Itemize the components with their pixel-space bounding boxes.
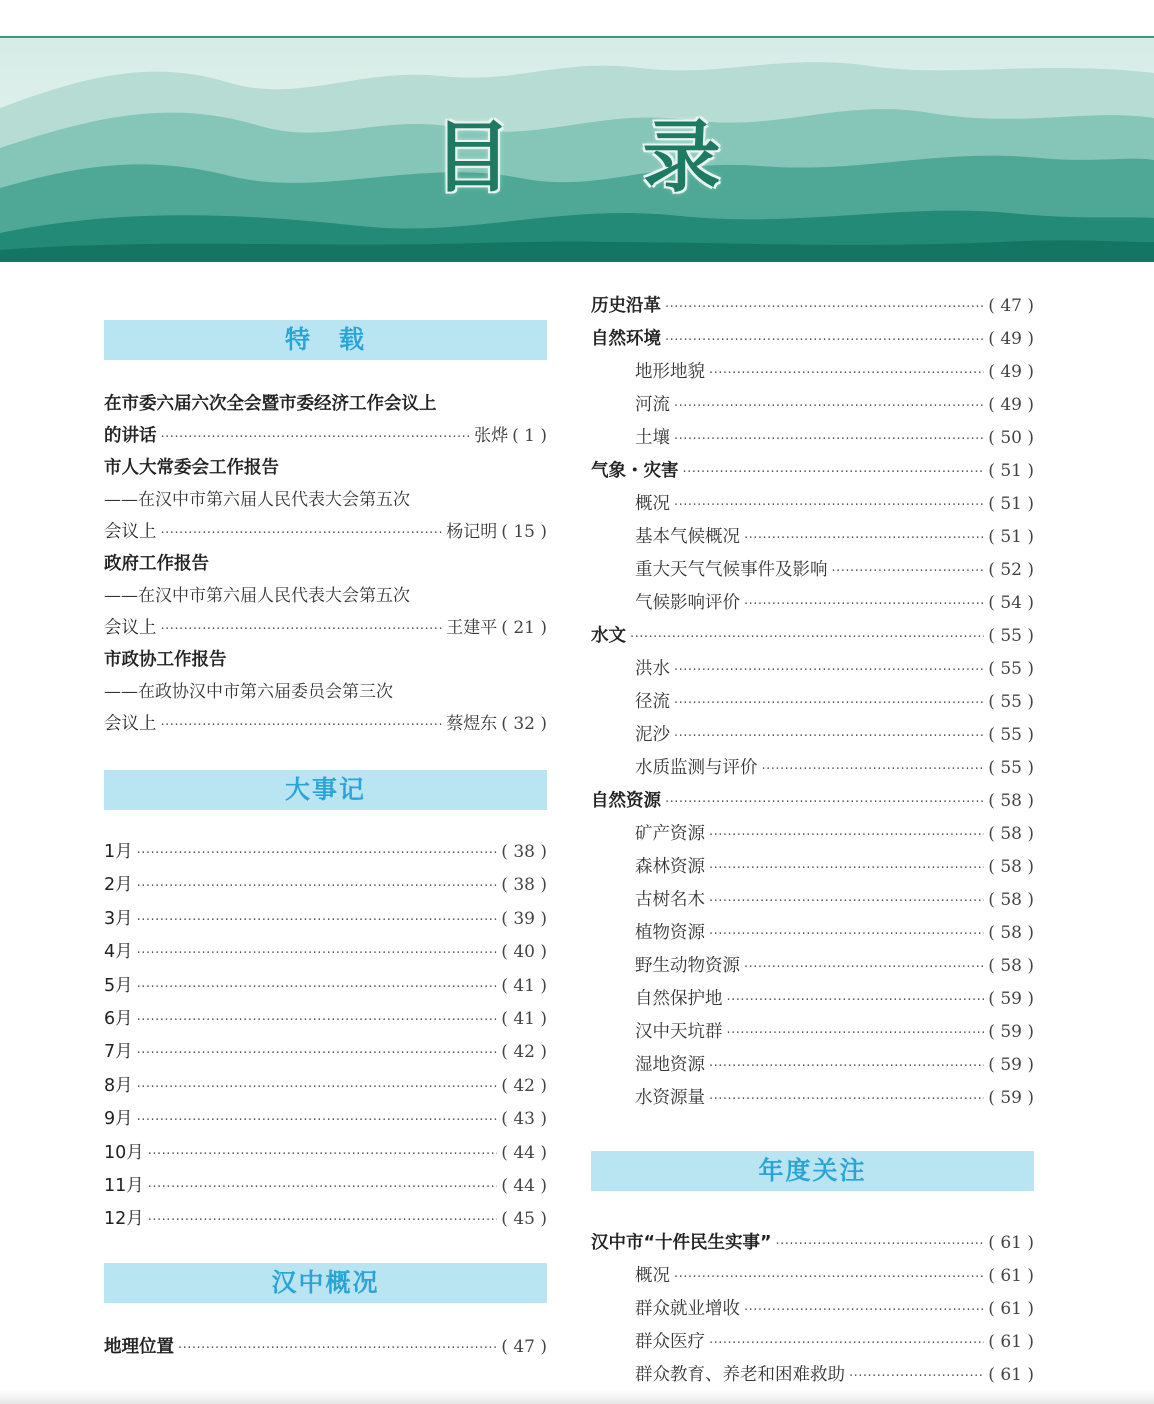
- page-number: ( 43 ): [501, 1109, 547, 1130]
- leader-dots: [148, 1171, 498, 1204]
- entry-title: 2月: [104, 875, 133, 896]
- toc-entry[interactable]: [591, 983, 1034, 1016]
- page-number: ( 41 ): [501, 1008, 547, 1029]
- entry-title: 水文: [591, 626, 626, 646]
- entry-title: 水资源量: [635, 1088, 705, 1108]
- article-subtitle: ——在政协汉中市第六届委员会第三次: [104, 682, 393, 702]
- page-number: ( 49 ): [988, 329, 1034, 349]
- article-subtitle: ——在汉中市第六届人民代表大会第五次: [104, 490, 410, 510]
- toc-line: [104, 420, 547, 452]
- toc-entry[interactable]: [591, 719, 1034, 752]
- article-author: 杨记明: [446, 522, 498, 542]
- leader-dots: [665, 324, 984, 357]
- leader-dots: [849, 1360, 984, 1393]
- leader-dots: [148, 1138, 498, 1171]
- entry-title: 1月: [104, 842, 133, 862]
- leader-dots: [744, 588, 984, 621]
- toc-entry[interactable]: [104, 1203, 547, 1236]
- page-number: ( 58 ): [988, 956, 1034, 976]
- entry-title: 重大天气气候事件及影响: [635, 560, 828, 580]
- entry-title: 矿产资源: [635, 824, 705, 844]
- entry-title: 12月: [104, 1209, 144, 1230]
- entry-title: 概况: [635, 1266, 670, 1286]
- page-number: ( 47 ): [501, 1336, 547, 1357]
- toc-entry[interactable]: [591, 1016, 1034, 1049]
- page-number: ( 51 ): [988, 527, 1034, 547]
- month-list: [104, 836, 547, 1237]
- entry-title: 径流: [635, 692, 670, 712]
- toc-entry[interactable]: [591, 1227, 1034, 1260]
- entry-title: 概况: [635, 494, 670, 514]
- toc-entry[interactable]: [591, 620, 1034, 653]
- toc-entry[interactable]: [591, 752, 1034, 785]
- page-number: ( 44 ): [501, 1175, 547, 1196]
- toc-entry[interactable]: [591, 587, 1034, 620]
- toc-entry[interactable]: [104, 1036, 547, 1069]
- leader-dots: [709, 1327, 984, 1360]
- leader-dots: [161, 518, 443, 550]
- article-author: 王建平: [446, 618, 498, 638]
- article-3[interactable]: [104, 548, 547, 644]
- leader-dots: [137, 837, 498, 870]
- leader-dots: [630, 621, 984, 654]
- entry-title: 10月: [104, 1142, 144, 1163]
- page-number: ( 42 ): [501, 1042, 547, 1063]
- page-number: ( 45 ): [501, 1209, 547, 1230]
- section-header-niandu: 年度关注: [591, 1151, 1034, 1191]
- leader-dots: [137, 904, 498, 937]
- toc-line: [104, 612, 547, 644]
- article-title-end: 的讲话: [104, 426, 157, 446]
- leader-dots: [709, 1083, 984, 1116]
- entry-title: 群众医疗: [635, 1332, 705, 1352]
- entry-title: 7月: [104, 1042, 133, 1063]
- article-subtitle: ——在汉中市第六届人民代表大会第五次: [104, 586, 410, 606]
- page-number: ( 55 ): [988, 758, 1034, 778]
- article-title: 市人大常委会工作报告: [104, 458, 279, 478]
- entry-title: 森林资源: [635, 857, 705, 877]
- entry-title: 6月: [104, 1008, 133, 1029]
- toc-entry[interactable]: [591, 356, 1034, 389]
- right-column: [591, 290, 1034, 1392]
- page-number: ( 61 ): [988, 1299, 1034, 1319]
- entry-title: 4月: [104, 942, 133, 963]
- leader-dots: [674, 654, 984, 687]
- entry-title: 群众就业增收: [635, 1299, 740, 1319]
- toc-entry[interactable]: [591, 521, 1034, 554]
- page-number: ( 59 ): [988, 1022, 1034, 1042]
- article-1[interactable]: [104, 388, 547, 452]
- page-number: ( 42 ): [501, 1075, 547, 1096]
- entry-title: 汉中天坑群: [635, 1022, 723, 1042]
- page-number: ( 1 ): [512, 426, 547, 446]
- page-number: ( 32 ): [501, 714, 547, 734]
- toc-entry[interactable]: [104, 903, 547, 936]
- entry-title: 泥沙: [635, 725, 670, 745]
- article-title-end: 会议上: [104, 522, 157, 542]
- toc-entry[interactable]: [591, 653, 1034, 686]
- page-number: ( 58 ): [988, 890, 1034, 910]
- toc-entry[interactable]: [591, 1326, 1034, 1359]
- page-number: ( 58 ): [988, 824, 1034, 844]
- leader-dots: [727, 984, 985, 1017]
- toc-entry[interactable]: [104, 836, 547, 869]
- leader-dots: [709, 918, 984, 951]
- leader-dots: [137, 937, 498, 970]
- leader-dots: [161, 614, 443, 646]
- leader-dots: [709, 885, 984, 918]
- leader-dots: [709, 357, 984, 390]
- article-title: 政府工作报告: [104, 554, 209, 574]
- leader-dots: [137, 1071, 498, 1104]
- leader-dots: [674, 390, 984, 423]
- page-number: ( 58 ): [988, 791, 1034, 811]
- entry-title: 古树名木: [635, 890, 705, 910]
- leader-dots: [674, 687, 984, 720]
- entry-title: 地理位置: [104, 1336, 174, 1357]
- leader-dots: [161, 422, 471, 454]
- entry-title: 11月: [104, 1175, 144, 1196]
- toc-entry[interactable]: [591, 422, 1034, 455]
- leader-dots: [137, 1004, 498, 1037]
- page-number: ( 49 ): [988, 395, 1034, 415]
- left-column: [104, 320, 547, 1364]
- toc-entry[interactable]: [104, 1170, 547, 1203]
- leader-dots: [709, 1050, 984, 1083]
- section-header-gaikuang: 汉中概况: [104, 1263, 547, 1303]
- page-bottom-shadow: [0, 1390, 1154, 1404]
- entry-title: 5月: [104, 975, 133, 996]
- entry-title: 土壤: [635, 428, 670, 448]
- page-title: 目 录: [433, 112, 773, 203]
- toc-entry[interactable]: [591, 785, 1034, 818]
- page-number: ( 51 ): [988, 494, 1034, 514]
- page-number: ( 39 ): [501, 908, 547, 929]
- toc-entry[interactable]: [591, 950, 1034, 983]
- entry-title: 自然资源: [591, 791, 661, 811]
- entry-title: 历史沿革: [591, 296, 661, 316]
- leader-dots: [674, 720, 984, 753]
- toc-entry[interactable]: [104, 869, 547, 902]
- leader-dots: [161, 710, 443, 742]
- toc-entry[interactable]: [591, 917, 1034, 950]
- entry-title: 3月: [104, 908, 133, 929]
- toc-entry[interactable]: [104, 1003, 547, 1036]
- entry-title: 洪水: [635, 659, 670, 679]
- toc-entry[interactable]: [591, 290, 1034, 323]
- leader-dots: [665, 786, 984, 819]
- entry-title: 9月: [104, 1109, 133, 1130]
- page-number: ( 47 ): [988, 296, 1034, 316]
- page-number: ( 38 ): [501, 842, 547, 862]
- toc-line: [104, 516, 547, 548]
- page-number: ( 59 ): [988, 989, 1034, 1009]
- page-number: ( 61 ): [988, 1233, 1034, 1253]
- toc-entry[interactable]: [591, 818, 1034, 851]
- page-number: ( 40 ): [501, 942, 547, 963]
- entry-title: 8月: [104, 1075, 133, 1096]
- page-number: ( 15 ): [501, 522, 547, 542]
- leader-dots: [665, 291, 984, 324]
- page-number: ( 55 ): [988, 659, 1034, 679]
- toc-entry[interactable]: [104, 970, 547, 1003]
- entry-title: 气象・灾害: [591, 461, 679, 481]
- toc-entry[interactable]: [591, 323, 1034, 356]
- article-2[interactable]: [104, 452, 547, 548]
- article-title-end: 会议上: [104, 618, 157, 638]
- entry-title: 汉中市“十件民生实事”: [591, 1233, 772, 1253]
- article-author: 张烨: [474, 426, 509, 446]
- section-header-dashiji: 大事记: [104, 770, 547, 810]
- leader-dots: [148, 1204, 498, 1237]
- page-number: ( 52 ): [988, 560, 1034, 580]
- article-title: 市政协工作报告: [104, 650, 227, 670]
- page-number: ( 38 ): [501, 875, 547, 896]
- page-number: ( 44 ): [501, 1142, 547, 1163]
- niandu-toc-list: [591, 1227, 1034, 1392]
- entry-title: 河流: [635, 395, 670, 415]
- leader-dots: [776, 1228, 985, 1261]
- toc-entry[interactable]: [591, 1260, 1034, 1293]
- leader-dots: [137, 971, 498, 1004]
- leader-dots: [674, 423, 984, 456]
- page-number: ( 58 ): [988, 857, 1034, 877]
- leader-dots: [762, 753, 985, 786]
- entry-title: 地形地貌: [635, 362, 705, 382]
- toc-entry[interactable]: [591, 884, 1034, 917]
- toc-entry[interactable]: [591, 1359, 1034, 1392]
- toc-entry[interactable]: [591, 389, 1034, 422]
- toc-entry[interactable]: [591, 1049, 1034, 1082]
- leader-dots: [727, 1017, 985, 1050]
- entry-title: 气候影响评价: [635, 593, 740, 613]
- page-number: ( 49 ): [988, 362, 1034, 382]
- leader-dots: [709, 852, 984, 885]
- leader-dots: [832, 555, 985, 588]
- leader-dots: [744, 951, 984, 984]
- leader-dots: [744, 1294, 984, 1327]
- leader-dots: [137, 870, 498, 903]
- page-number: ( 58 ): [988, 923, 1034, 943]
- entry-title: 群众教育、养老和困难救助: [635, 1365, 845, 1385]
- page-number: ( 54 ): [988, 593, 1034, 613]
- leader-dots: [674, 1261, 984, 1294]
- page-number: ( 51 ): [988, 461, 1034, 481]
- page-number: ( 59 ): [988, 1055, 1034, 1075]
- article-4[interactable]: [104, 644, 547, 740]
- toc-entry[interactable]: [591, 851, 1034, 884]
- entry-title: 基本气候概况: [635, 527, 740, 547]
- leader-dots: [674, 489, 984, 522]
- entry-title: 湿地资源: [635, 1055, 705, 1075]
- section-header-tezai: 特 载: [104, 320, 547, 360]
- toc-entry[interactable]: [104, 1070, 547, 1103]
- toc-entry[interactable]: [104, 1103, 547, 1136]
- article-title: 在市委六届六次全会暨市委经济工作会议上: [104, 394, 437, 414]
- leader-dots: [178, 1332, 497, 1365]
- page-number: ( 41 ): [501, 975, 547, 996]
- page-number: ( 61 ): [988, 1266, 1034, 1286]
- toc-entry[interactable]: [591, 1082, 1034, 1115]
- page-number: ( 59 ): [988, 1088, 1034, 1108]
- entry-title: 自然保护地: [635, 989, 723, 1009]
- entry-title: 自然环境: [591, 329, 661, 349]
- entry-title: 水质监测与评价: [635, 758, 758, 778]
- leader-dots: [137, 1104, 498, 1137]
- leader-dots: [137, 1037, 498, 1070]
- page-number: ( 21 ): [501, 618, 547, 638]
- toc-entry[interactable]: [591, 455, 1034, 488]
- toc-entry[interactable]: [591, 1293, 1034, 1326]
- leader-dots: [709, 819, 984, 852]
- leader-dots: [683, 456, 985, 489]
- page-number: ( 61 ): [988, 1365, 1034, 1385]
- toc-entry[interactable]: [104, 1331, 547, 1364]
- toc-entry[interactable]: [104, 936, 547, 969]
- toc-line: [104, 708, 547, 740]
- toc-entry[interactable]: [591, 554, 1034, 587]
- toc-entry[interactable]: [591, 686, 1034, 719]
- entry-title: 野生动物资源: [635, 956, 740, 976]
- toc-entry[interactable]: [591, 488, 1034, 521]
- page-number: ( 61 ): [988, 1332, 1034, 1352]
- page-number: ( 55 ): [988, 725, 1034, 745]
- right-toc-list: [591, 290, 1034, 1115]
- article-title-end: 会议上: [104, 714, 157, 734]
- entry-title: 植物资源: [635, 923, 705, 943]
- page-number: ( 50 ): [988, 428, 1034, 448]
- toc-entry[interactable]: [104, 1137, 547, 1170]
- page-number: ( 55 ): [988, 626, 1034, 646]
- page-number: ( 55 ): [988, 692, 1034, 712]
- article-author: 蔡煜东: [446, 714, 498, 734]
- leader-dots: [744, 522, 984, 555]
